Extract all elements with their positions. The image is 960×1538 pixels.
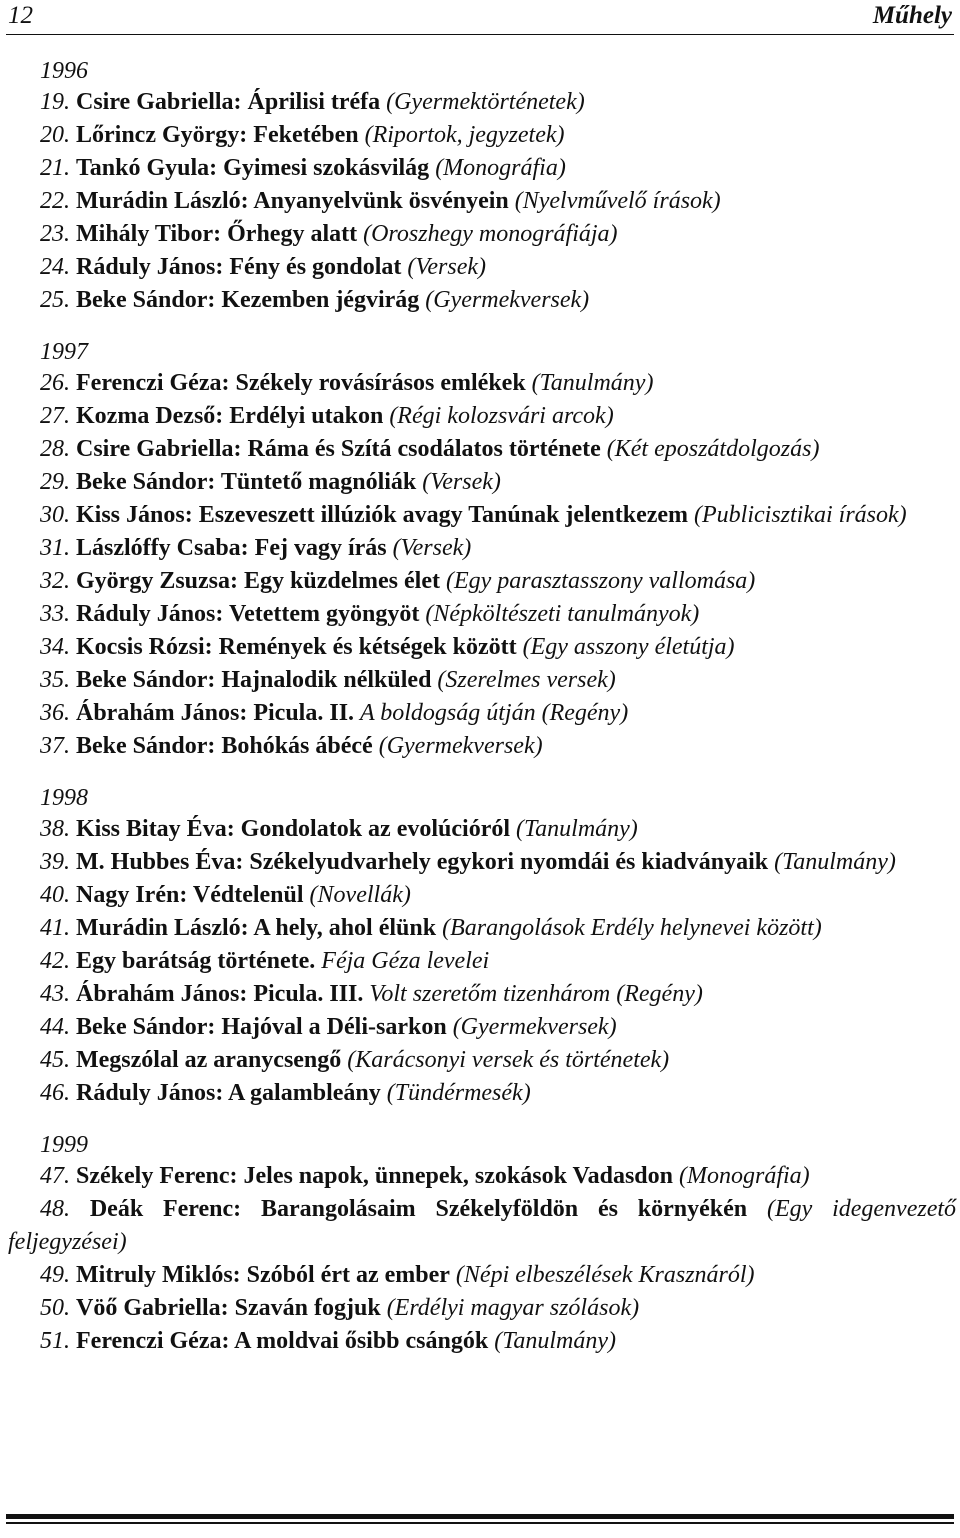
entry-number: 31. xyxy=(40,535,70,561)
entry-number: 50. xyxy=(40,1295,70,1321)
list-item xyxy=(8,532,956,565)
entry-title: Ráduly János: Fény és gondolat xyxy=(76,254,402,280)
entry-number: 44. xyxy=(40,1014,70,1040)
entry-number: 21. xyxy=(40,155,70,181)
list-item xyxy=(8,598,956,631)
list-item xyxy=(8,1044,956,1077)
list-item xyxy=(8,433,956,466)
list-item xyxy=(8,152,956,185)
entry-title: Lőrincz György: Feketében xyxy=(76,122,359,148)
entry-subtitle: (Tanulmány) xyxy=(516,816,638,842)
entry-title: Beke Sándor: Hajóval a Déli-sarkon xyxy=(76,1014,447,1040)
entry-number: 36. xyxy=(40,700,70,726)
entry-subtitle: (Egy asszony életútja) xyxy=(522,634,735,660)
entry-number: 28. xyxy=(40,436,70,462)
entry-number: 30. xyxy=(40,502,70,528)
entry-subtitle: (Egy parasztasszony vallomása) xyxy=(445,568,756,594)
entry-number: 47. xyxy=(40,1163,70,1189)
list-item xyxy=(8,185,956,218)
entry-subtitle: (Erdélyi magyar szólások) xyxy=(386,1295,640,1321)
list-item xyxy=(8,846,956,879)
list-item xyxy=(8,912,956,945)
list-item xyxy=(8,1160,956,1193)
year-heading: 1999 xyxy=(40,1132,88,1158)
entry-subtitle: (Tanulmány) xyxy=(774,849,896,875)
entry-title: György Zsuzsa: Egy küzdelmes élet xyxy=(76,568,440,594)
entry-number: 24. xyxy=(40,254,70,280)
list-item xyxy=(8,945,956,978)
list-item xyxy=(8,466,956,499)
entry-title: M. Hubbes Éva: Székelyudvarhely egykori nyomdái és kiadványaik xyxy=(76,849,769,875)
entry-number: 38. xyxy=(40,816,70,842)
footer-thick-line xyxy=(6,1514,954,1519)
list-item xyxy=(8,697,956,730)
entry-number: 23. xyxy=(40,221,70,247)
entry-subtitle: (Két eposzátdolgozás) xyxy=(606,436,820,462)
entry-title: Csire Gabriella: Áprilisi tréfa xyxy=(76,89,381,115)
entry-title: Ráduly János: A galambleány xyxy=(76,1080,381,1106)
list-item xyxy=(8,664,956,697)
entry-title: Egy barátság története. xyxy=(76,948,316,974)
entry-title: Lászlóffy Csaba: Fej vagy írás xyxy=(76,535,387,561)
entry-subtitle: (Monográfia) xyxy=(435,155,566,181)
entry-number: 37. xyxy=(40,733,70,759)
year-heading: 1996 xyxy=(40,58,88,84)
entry-subtitle: (Barangolások Erdély helynevei között) xyxy=(442,915,822,941)
entry-number: 33. xyxy=(40,601,70,627)
entry-subtitle: (Egy idegenvezető feljegyzései) xyxy=(8,1196,957,1255)
entry-subtitle: A boldogság útján (Regény) xyxy=(360,700,629,726)
page-header xyxy=(6,0,954,35)
entry-number: 40. xyxy=(40,882,70,908)
entry-subtitle: (Oroszhegy monográfiája) xyxy=(363,221,618,247)
entry-number: 19. xyxy=(40,89,70,115)
running-title: Műhely xyxy=(872,2,952,29)
list-item xyxy=(8,1193,956,1259)
bibliography-list xyxy=(8,56,956,1358)
entry-title: Vöő Gabriella: Szaván fogjuk xyxy=(76,1295,381,1321)
year-heading: 1997 xyxy=(40,339,88,365)
entry-subtitle: (Publicisztikai írások) xyxy=(694,502,907,528)
entry-title: Beke Sándor: Tüntető magnóliák xyxy=(76,469,417,495)
list-item xyxy=(8,119,956,152)
list-item xyxy=(8,1259,956,1292)
entry-title: Nagy Irén: Védtelenül xyxy=(76,882,304,908)
entry-title: Ábrahám János: Picula. III. xyxy=(76,981,364,1007)
entry-title: Megszólal az aranycsengő xyxy=(76,1047,342,1073)
entry-subtitle: (Gyermekversek) xyxy=(452,1014,617,1040)
entry-number: 20. xyxy=(40,122,70,148)
list-item xyxy=(8,730,956,763)
entry-subtitle: (Szerelmes versek) xyxy=(437,667,616,693)
entry-number: 26. xyxy=(40,370,70,396)
list-item xyxy=(8,1292,956,1325)
entry-number: 32. xyxy=(40,568,70,594)
list-item xyxy=(8,879,956,912)
entry-title: Csire Gabriella: Ráma és Szítá csodálatos története xyxy=(76,436,601,462)
entry-title: Tankó Gyula: Gyimesi szokásvilág xyxy=(76,155,430,181)
entry-title: Kozma Dezső: Erdélyi utakon xyxy=(76,403,384,429)
entry-number: 45. xyxy=(40,1047,70,1073)
entry-number: 29. xyxy=(40,469,70,495)
entry-number: 41. xyxy=(40,915,70,941)
entry-title: Ferenczi Géza: Székely rovásírásos emlékek xyxy=(76,370,526,396)
entry-subtitle: (Monográfia) xyxy=(679,1163,810,1189)
entry-title: Mitruly Miklós: Szóból ért az ember xyxy=(76,1262,450,1288)
list-item xyxy=(8,1325,956,1358)
entry-number: 39. xyxy=(40,849,70,875)
entry-number: 25. xyxy=(40,287,70,313)
entry-number: 49. xyxy=(40,1262,70,1288)
entry-subtitle: (Népköltészeti tanulmányok) xyxy=(425,601,700,627)
entry-title: Ráduly János: Vetettem gyöngyöt xyxy=(76,601,420,627)
list-item xyxy=(8,367,956,400)
list-item xyxy=(8,813,956,846)
entry-subtitle: (Régi kolozsvári arcok) xyxy=(389,403,614,429)
entry-title: Beke Sándor: Hajnalodik nélküled xyxy=(76,667,432,693)
list-item xyxy=(8,565,956,598)
list-item xyxy=(8,400,956,433)
entry-title: Székely Ferenc: Jeles napok, ünnepek, szokások Vadasdon xyxy=(76,1163,673,1189)
list-item xyxy=(8,251,956,284)
entry-subtitle: (Tündérmesék) xyxy=(386,1080,531,1106)
list-item xyxy=(8,978,956,1011)
entry-subtitle: Volt szeretőm tizenhárom (Regény) xyxy=(369,981,703,1007)
entry-number: 34. xyxy=(40,634,70,660)
entry-title: Deák Ferenc: Barangolásaim Székelyföldön és környékén xyxy=(89,1196,748,1222)
entry-title: Kocsis Rózsi: Remények és kétségek között xyxy=(76,634,517,660)
entry-subtitle: (Versek) xyxy=(407,254,487,280)
year-section xyxy=(8,56,956,317)
entry-title: Mihály Tibor: Őrhegy alatt xyxy=(76,221,358,247)
entry-subtitle: Féja Géza levelei xyxy=(321,948,490,974)
list-item xyxy=(8,1011,956,1044)
year-heading: 1998 xyxy=(40,785,88,811)
year-section xyxy=(8,783,956,1110)
entry-subtitle: (Gyermekversek) xyxy=(425,287,590,313)
entry-number: 51. xyxy=(40,1328,70,1354)
entry-title: Kiss Bitay Éva: Gondolatok az evolúcióról xyxy=(76,816,511,842)
entry-title: Kiss János: Eszeveszett illúziók avagy Tanúnak jelentkezem xyxy=(76,502,689,528)
entry-subtitle: (Nyelvművelő írások) xyxy=(514,188,721,214)
entry-number: 22. xyxy=(40,188,70,214)
entry-title: Ferenczi Géza: A moldvai ősibb csángók xyxy=(76,1328,489,1354)
list-item xyxy=(8,284,956,317)
entry-number: 27. xyxy=(40,403,70,429)
entry-subtitle: (Riportok, jegyzetek) xyxy=(364,122,565,148)
page-number: 12 xyxy=(8,2,33,29)
entry-subtitle: (Versek) xyxy=(422,469,501,495)
entry-title: Beke Sándor: Kezemben jégvirág xyxy=(76,287,420,313)
year-section xyxy=(8,1130,956,1358)
entry-subtitle: (Tanulmány) xyxy=(531,370,654,396)
entry-title: Ábrahám János: Picula. II. xyxy=(76,700,355,726)
entry-number: 35. xyxy=(40,667,70,693)
entry-subtitle: (Karácsonyi versek és történetek) xyxy=(347,1047,670,1073)
footer-rule xyxy=(6,1514,954,1524)
entry-subtitle: (Népi elbeszélések Krasznáról) xyxy=(455,1262,755,1288)
entry-subtitle: (Gyermektörténetek) xyxy=(386,89,585,115)
list-item xyxy=(8,631,956,664)
footer-thin-line xyxy=(6,1522,954,1524)
entry-number: 42. xyxy=(40,948,70,974)
year-section xyxy=(8,337,956,763)
entry-subtitle: (Gyermekversek) xyxy=(378,733,543,759)
list-item xyxy=(8,218,956,251)
list-item xyxy=(8,1077,956,1110)
list-item xyxy=(8,499,956,532)
entry-title: Murádin László: A hely, ahol élünk xyxy=(76,915,437,941)
entry-number: 48. xyxy=(40,1196,70,1222)
entry-subtitle: (Tanulmány) xyxy=(494,1328,616,1354)
list-item xyxy=(8,86,956,119)
entry-number: 46. xyxy=(40,1080,70,1106)
entry-title: Murádin László: Anyanyelvünk ösvényein xyxy=(76,188,509,214)
entry-title: Beke Sándor: Bohókás ábécé xyxy=(76,733,373,759)
entry-number: 43. xyxy=(40,981,70,1007)
entry-subtitle: (Versek) xyxy=(392,535,472,561)
entry-subtitle: (Novellák) xyxy=(309,882,411,908)
